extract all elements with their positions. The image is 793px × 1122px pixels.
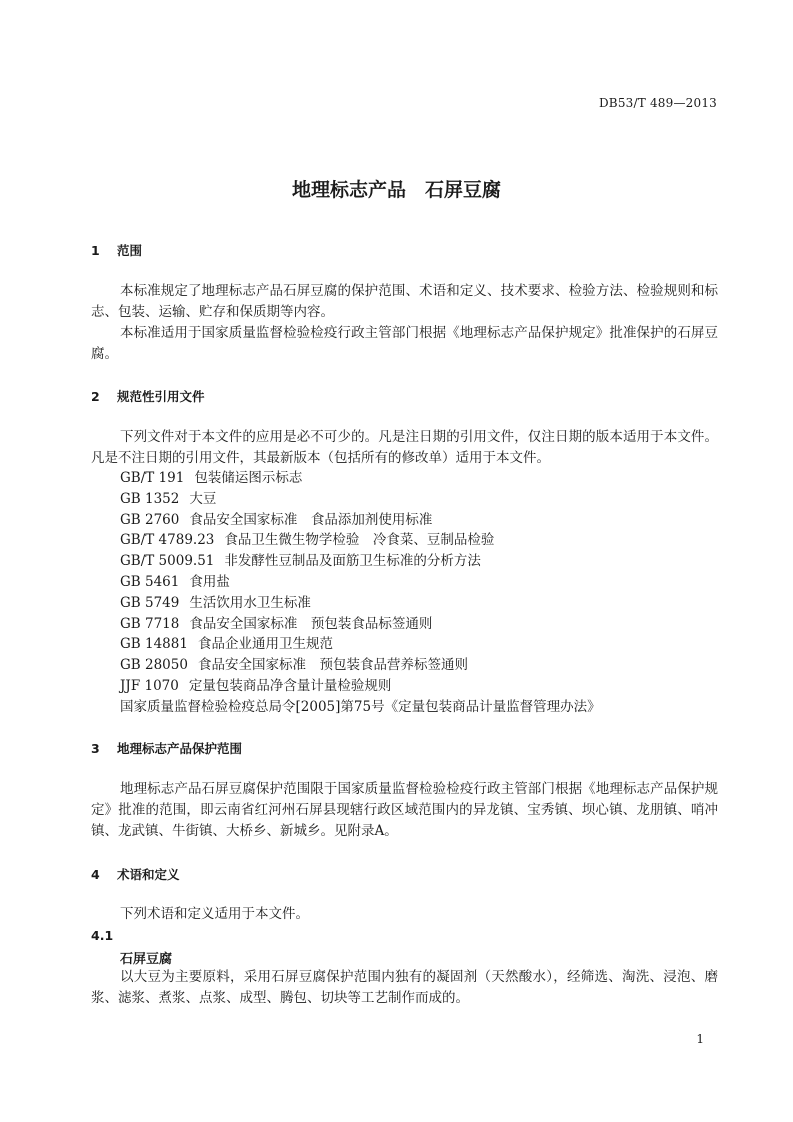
reference-list bbox=[120, 468, 601, 718]
section-2-heading bbox=[91, 387, 205, 405]
section-4-paragraph-1: 下列术语和定义适用于本文件。 bbox=[120, 906, 309, 922]
reference-item bbox=[120, 510, 601, 531]
section-title: 地理标志产品保护范围 bbox=[117, 741, 243, 756]
reference-title: 包装储运图示标志 bbox=[194, 470, 303, 486]
reference-title: 食品安全国家标准 食品添加剂使用标准 bbox=[189, 511, 433, 528]
reference-item bbox=[120, 697, 601, 718]
section-title: 术语和定义 bbox=[117, 867, 180, 882]
reference-code: JJF 1070 bbox=[120, 677, 179, 694]
document-title: 地理标志产品 石屏豆腐 bbox=[291, 179, 501, 201]
reference-item bbox=[120, 614, 601, 635]
section-number: 4 bbox=[91, 867, 100, 882]
section-number: 1 bbox=[91, 243, 100, 258]
reference-item bbox=[120, 593, 601, 614]
section-title: 规范性引用文件 bbox=[117, 389, 205, 404]
reference-title: 定量包装商品净含量计量检验规则 bbox=[188, 677, 392, 694]
reference-title: 非发酵性豆制品及面筋卫生标准的分析方法 bbox=[224, 553, 481, 570]
section-3-paragraph-1: 地理标志产品石屏豆腐保护范围限于国家质量监督检验检疫行政主管部门根据《地理标志产品保护规定》批准的范围，即云南省红河州石屏县现辖行政区域范围内的异龙镇、宝秀镇、坝心镇、龙朋镇、哨冲镇、龙武镇、牛街镇、大桥乡、新城乡。见附录A。 bbox=[91, 781, 718, 839]
document-code: DB53/T 489—2013 bbox=[598, 96, 717, 110]
section-number: 3 bbox=[91, 741, 100, 756]
term-name: 石屏豆腐 bbox=[120, 952, 173, 967]
term-definition: 以大豆为主要原料，采用石屏豆腐保护范围内独有的凝固剂（天然酸水），经筛选、淘洗、浸泡、磨浆、滤浆、煮浆、点浆、成型、腾包、切块等工艺制作而成的。 bbox=[91, 969, 718, 1006]
reference-title: 食品安全国家标准 预包装食品标签通则 bbox=[189, 615, 433, 632]
reference-title: 生活饮用水卫生标准 bbox=[189, 594, 311, 611]
reference-item bbox=[120, 489, 601, 510]
reference-code: GB 2760 bbox=[120, 511, 180, 528]
term-number: 4.1 bbox=[91, 928, 114, 943]
reference-title: 食品卫生微生物学检验 冷食菜、豆制品检验 bbox=[224, 532, 495, 549]
reference-code: GB 5749 bbox=[120, 594, 180, 611]
reference-title: 食品安全国家标准 预包装食品营养标签通则 bbox=[197, 657, 468, 674]
reference-code: GB 14881 bbox=[120, 636, 188, 653]
section-4-heading bbox=[91, 865, 180, 883]
reference-item bbox=[120, 634, 601, 655]
section-1-heading bbox=[91, 241, 142, 259]
reference-title: 大豆 bbox=[189, 490, 217, 507]
reference-code: GB/T 4789.23 bbox=[120, 532, 215, 549]
reference-code: GB/T 5009.51 bbox=[120, 553, 215, 570]
reference-title: 国家质量监督检验检疫总局令[2005]第75号《定量包装商品计量监督管理办法》 bbox=[120, 698, 601, 715]
reference-code: GB 28050 bbox=[120, 657, 188, 674]
section-2-paragraph-1: 下列文件对于本文件的应用是必不可少的。凡是注日期的引用文件，仅注日期的版本适用于本文件。凡是不注日期的引用文件，其最新版本（包括所有的修改单）适用于本文件。 bbox=[91, 429, 718, 466]
reference-item bbox=[120, 655, 601, 676]
section-1-paragraph-1: 本标准规定了地理标志产品石屏豆腐的保护范围、术语和定义、技术要求、检验方法、检验规则和标志、包装、运输、贮存和保质期等内容。 bbox=[91, 283, 718, 320]
section-title: 范围 bbox=[117, 243, 143, 258]
reference-code: GB/T 191 bbox=[120, 470, 185, 486]
reference-item bbox=[120, 530, 601, 551]
reference-code: GB 1352 bbox=[120, 490, 180, 507]
section-number: 2 bbox=[91, 389, 100, 404]
reference-code: GB 5461 bbox=[120, 573, 180, 590]
reference-code: GB 7718 bbox=[120, 615, 180, 632]
section-1-paragraph-2: 本标准适用于国家质量监督检验检疫行政主管部门根据《地理标志产品保护规定》批准保护的石屏豆腐。 bbox=[91, 325, 718, 362]
section-3-heading bbox=[91, 739, 242, 757]
reference-item bbox=[120, 468, 601, 489]
reference-title: 食用盐 bbox=[189, 573, 230, 590]
reference-item bbox=[120, 551, 601, 572]
reference-item bbox=[120, 676, 601, 697]
reference-title: 食品企业通用卫生规范 bbox=[197, 636, 333, 653]
page-number: 1 bbox=[696, 1032, 704, 1046]
reference-item bbox=[120, 572, 601, 593]
